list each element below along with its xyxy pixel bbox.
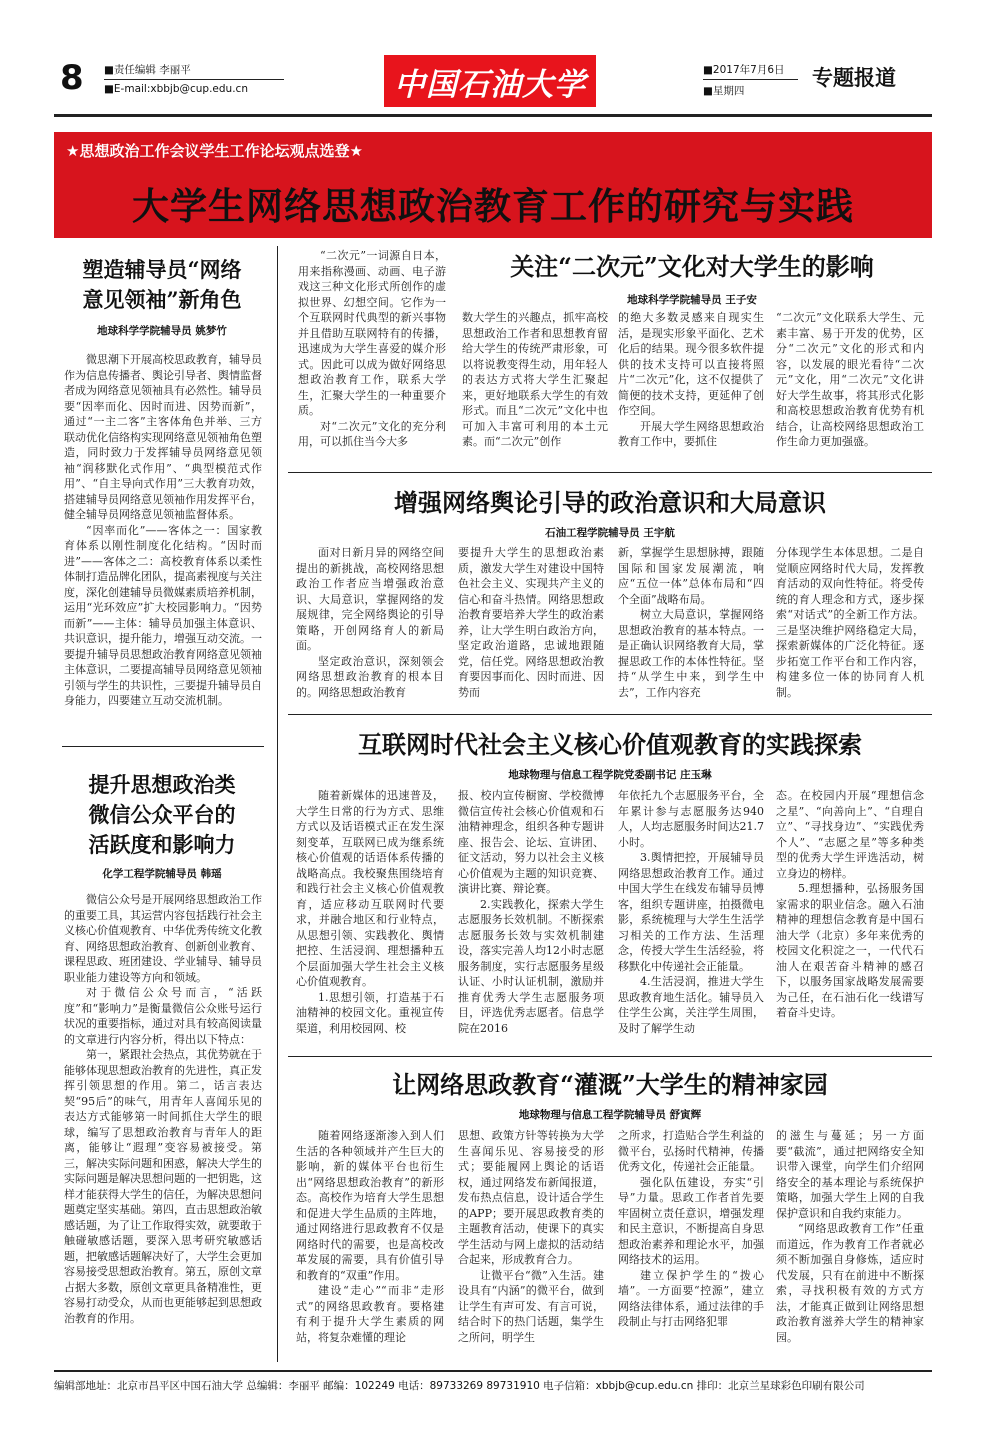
section-title: 专题报道 [812, 66, 896, 90]
article-body [618, 310, 764, 460]
paragraph: 微信公众号是开展网络思想政治工作的重要工具，其运营内容包括践行社会主义核心价值观教育、中华优秀传统文化教育、网络思想政治教育、创新创业教育、课程思政、班团建设、学业辅导、辅导员职业能力建设等方向和领域。 [64, 893, 262, 984]
paragraph: “网络思政教育工作”任重而道远，作为教育工作者就必须不断加强自身修炼，适应时代发展，只有在前进中不断探索，寻找积极有效的方式方法，才能真正做到让网络思想政治教育滋养大学生的精神家园。 [776, 1222, 924, 1344]
header-bottom-rule [54, 114, 932, 117]
article-body [458, 788, 604, 1048]
article-body [298, 248, 446, 466]
paragraph: 新，掌握学生思想脉搏，跟随国际和国家发展潮流，响应“五位一体”总体布局和“四个全面”战略布局。 [618, 546, 764, 606]
article-title: 互联网时代社会主义核心价值观教育的实践探索 [358, 730, 862, 759]
article-byline: 地球物理与信息工程学院辅导员 舒寅辉 [518, 1109, 702, 1121]
banner-kicker: ★思想政治工作会议学生工作论坛观点选登★ [66, 142, 363, 160]
article-title [62, 770, 262, 860]
article-body [462, 310, 608, 460]
paragraph: 2.实践教化，探索大学生志愿服务长效机制。不断探索志愿服务长效与实效机制建设，落实完善人均12小时志愿服务制度，实行志愿服务星级认证、小时认证机制，激励并推育优秀大学生志愿服务项目，评选优秀志愿者。信息学院在2016 [458, 897, 604, 1035]
date-line: ■2017年7月6日 [703, 64, 785, 76]
header-rule-left [104, 79, 284, 80]
paragraph: 强化队伍建设，夯实“引导”力量。思政工作者首先要牢固树立责任意识，增强发理和民主意识，不断提高自身思想政治素养和理论水平，加强网络技术的运用。 [618, 1175, 764, 1266]
paragraph: “因率而化”——客体之一：国家教育体系以刚性制度化化结构。“因时而进”——客体之二：高校教育体系以柔性体制打造品牌化团队，提高素视度与关注度，深化创建辅导员微媒素质培养机制，运用“光环效应”扩大校园影响力。“因势而新”——主体：辅导员加强主体意识、共识意识，提升能力，增强互动交流。一要提升辅导员思想政治教育网络意见领袖主体意识，二要提高辅导员网络意见领袖引领与学生的共识性，三要提升辅导员自身能力，四要建立互动交流机制。 [64, 523, 262, 707]
paragraph: 1.思想引领，打造基于石油精神的校园文化。重视宣传渠道，利用校园网、校 [296, 990, 444, 1035]
article-body [296, 1128, 444, 1358]
article-body [776, 310, 924, 460]
column-divider [277, 246, 278, 1362]
paragraph: 报、校内宣传橱窗、学校微博微信宣传社会核心价值观和石油精神理念，组织各种专题讲座、报告会、论坛、宣讲团、征文活动，努力以社会主义核心价值观为主题的知识竞赛、演讲比赛、辩论赛。 [458, 789, 604, 895]
paragraph: 随着网络逐渐渗入到人们生活的各种领域并产生巨大的影响，新的媒体平台也衍生出“网络思想政治教育”的新形态。高校作为培育大学生思想和促进大学生品质的主阵地，通过网络进行思政教育不仅是网络时代的需要，也是高校改革发展的需要，具有价值引导和教育的“双重”作用。 [296, 1129, 444, 1282]
article-byline: 地球物理与信息工程学院党委副书记 庄玉琳 [508, 769, 712, 781]
article-body [458, 1128, 604, 1358]
article-title: 增强网络舆论引导的政治意识和大局意识 [394, 488, 826, 517]
editor-line: ■责任编辑 李丽平 [104, 64, 191, 76]
masthead-text: 中国石油大学 [394, 66, 586, 103]
paragraph: 对“二次元”文化的充分利用，可以抓住当今大多 [298, 419, 446, 448]
article-body [618, 788, 764, 1048]
paragraph: 的绝大多数灵感来自现实生活，是现实形象平面化、艺术化后的结果。现今很多软件提供的技术支持可以直接将照片“二次元”化，这不仅提供了简便的技术支持，更延伸了创作空间。 [618, 311, 764, 417]
paragraph: 对于微信公众号而言，“活跃度”和“影响力”是衡量微信公众账号运行状况的重要指标，通过对具有较高阅读量的文章进行内容分析，得出以下特点： [64, 986, 262, 1046]
paragraph: 思想、政策方针等转换为大学生喜闻乐见、容易接受的形式；要能履网上舆论的话语权，通过网络发布新闻报道，发布热点信息，设计适合学生的APP；要开展思政教育类的主题教育活动，使课下的真实学生活动与网上虚拟的活动结合起来，形成教育合力。 [458, 1129, 604, 1266]
footer-rule [54, 1370, 932, 1372]
article-body [296, 788, 444, 1048]
paragraph: 第一，紧跟社会热点，其优势就在于能够体现思想政治教育的先进性，真正发挥引领思想的作用。第二，话言表达契“95后”的味气，用青年人喜闻乐见的表达方式能够第一时间抓住大学生的眼球，编写了思想政治教育与青年人的距离，能够让“遐理”变容易被接受。第三，解决实际问题和困惑，解决大学生的实际问题是解决思想问题的一把钥匙，这样才能获得大学生的信任，为解决思想问题奠定坚实基础。第四，直击思想政治敏感话题，为了让工作取得实效，就要敢于触碰敏感话题，要深入思考研究敏感话题，把敏感话题解决好了，大学生会更加容易接受思想政治教育。第五，原创文章占据大多数，原创文章更具备精准性，更容易打动受众，从而也更能够起到思想政治教育的作用。 [64, 1048, 262, 1325]
article-title: 让网络思政教育“灌溉”大学生的精神家园 [392, 1070, 828, 1099]
article-title: 关注“二次元”文化对大学生的影响 [510, 252, 874, 281]
paragraph: 让微平台“微”入生活。建设具有“内涵”的微平台，做到让学生有声可发、有言可说，结合时下的热门话题，集学生之所问，明学生 [458, 1268, 604, 1344]
footer-info: 编辑部地址：北京市昌平区中国石油大学 总编辑：李丽平 邮编：102249 电话：89733269 89731910 电子信箱：xbbjb@cup.edu.cn 排印：北京兰星球彩色印刷有限公司 [54, 1380, 865, 1392]
page-number: 8 [60, 58, 84, 98]
article-body [618, 545, 764, 705]
paragraph: 3.舆情把控，开展辅导员网络思想政治教育工作。通过中国大学生在线发布辅导员博客，组织专题讲座，拍摄微电影，系统梳理与大学生生活学习相关的工作方法、生活理念，传授大学生生活经验，将移默化中传递社会正能量。 [618, 851, 764, 973]
article-body [64, 352, 262, 734]
paragraph: 坚定政治意识，深刻领会网络思想政治教育的根本目的。网络思想政治教育 [296, 654, 444, 699]
paragraph: 5.理想播种，弘扬服务国家需求的职业信念。融入石油精神的理想信念教育是中国石油大学（北京）多年来优秀的校园文化积淀之一，一代代石油人在艰苦奋斗精神的感召下，以服务国家战略发展需要为己任，在石油石化一线谱写着奋斗史诗。 [776, 882, 924, 1019]
article-body [296, 545, 444, 705]
divider [288, 1056, 932, 1057]
article-body [618, 1128, 764, 1358]
article-byline: 石油工程学院辅导员 王宇航 [545, 527, 675, 539]
paragraph: 树立大局意识，掌握网络思想政治教育的基本特点。一是正确认识网络教育大局，掌握思政工作的本体性特征。坚持“从学生中来，到学生中去”，工作内容充 [618, 608, 764, 699]
paragraph: 面对日新月异的网络空间提出的新挑战，高校网络思想政治工作者应当增强政治意识、大局意识，掌握网络的发展规律，完全网络舆论的引导策略，开创网络育人的新局面。 [296, 546, 444, 652]
paragraph: 建设“走心”“而非“走形式”的网络思政教育。要格建有利于提升大学生素质的网站，将复杂难懂的理论 [296, 1284, 444, 1344]
divider [288, 472, 932, 473]
article-byline: 地球科学学院辅导员 姚梦竹 [97, 325, 227, 337]
article-body [64, 892, 262, 1358]
article-byline: 地球科学学院辅导员 王子安 [627, 294, 757, 306]
paragraph: 4.生活浸润，推进大学生思政教育地生活化。辅导员入住学生公寓，关注学生周围，及时了解学生动 [618, 975, 764, 1035]
article-body [458, 545, 604, 705]
paragraph: 态。在校园内开展“理想信念之星”、“向善向上”、“自理自立”、“寻找身边”、“实践优秀个人”、“志愿之星”等多种类型的优秀大学生评选活动，树立身边的榜样。 [776, 789, 924, 880]
divider [288, 714, 932, 715]
title-line: 意见领袖”新角色 [82, 287, 242, 312]
paragraph: 之所求，打造贴合学生利益的微平台，弘扬时代精神，传播优秀文化，传递社会正能量。 [618, 1129, 764, 1173]
title-line: 塑造辅导员“网络 [82, 257, 242, 282]
banner [54, 132, 932, 238]
article-title [62, 255, 262, 315]
paragraph: 年依托九个志愿服务平台，全年累计参与志愿服务达940人，人均志愿服务时间达21.7小时。 [618, 789, 764, 849]
paragraph: “二次元”文化联系大学生、元素丰富、易于开发的优势，区分“二次元”文化的形式和内容，以发展的眼光看待“二次元”文化，用“二次元”文化讲好大学生故事，将其形式化影和高校思想政治教育优势有机结合，让高校网络思想政治工作生命力更加强盛。 [776, 311, 924, 448]
paragraph: 微思潮下开展高校思政教育，辅导员作为信息传播者、舆论引导者、舆情监督者成为网络意见领袖具有必然性。辅导员要“因率而化、因时而进、因势而新”，通过“一主二客”主客体角色并举、三方联动优化信络构实现网络意见领袖角色塑造，同时致力于发挥辅导员网络意见领袖“润移默化式作用”、“典型模范式作用”、“自主导向式作用”三大教育功效，搭建辅导员网络意见领袖作用发挥平台，健全辅导员网络意见领袖监督体系。 [64, 353, 262, 521]
article-body [776, 545, 924, 705]
paragraph: 建立保护学生的“拨心墙”。一方面要“控源”，建立网络法律体系，通过法律的手段制止与打击网络犯罪 [618, 1268, 764, 1328]
banner-title: 大学生网络思想政治教育工作的研究与实践 [132, 185, 854, 228]
paragraph: 要提升大学生的思想政治素质，激发大学生对建设中国特色社会主义、实现共产主义的信心和奋斗热情。网络思想政治教育要培养大学生的政治素养，让大学生明白政治方向，坚定政治道路，忠诚地跟随党，信任党。网络思想政治教育要因事而化、因时而进、因势而 [458, 546, 604, 699]
paragraph: “二次元”一词源自日本，用来指称漫画、动画、电子游戏这三种文化形式所创作的虚拟世界、幻想空间。它作为一个互联网时代典型的新兴事物并且借助互联网特有的传播，迅速成为大学生喜爱的媒介形式。因此可以成为做好网络思想政治教育工作，联系大学生，汇聚大学生的一种重要介质。 [298, 249, 446, 417]
title-line: 提升思想政治类 [88, 772, 236, 797]
paragraph: 随着新媒体的迅速普及，大学生日常的行为方式、思维方式以及话语模式正在发生深刻变革，互联网已成为继系统核心价值观的话语体系传播的战略高点。我校聚焦围绕培育和践行社会主义核心价值观教育，适应移动互联网时代要求，并融合地区和行业特点，从思想引领、实践教化、舆情把控、生活浸润、理想播种五个层面加强大学生社会主义核心价值观教育。 [296, 789, 444, 988]
article-body [776, 788, 924, 1048]
header-rule-right [703, 79, 798, 80]
email-line: ■E-mail:xbbjb@cup.edu.cn [104, 83, 248, 95]
paragraph: 分体现学生本体思想。二是自觉顺应网络时代大局，发挥教育活动的双向性特征。将受传统的育人理念和方式，逐步探索“对话式”的全新工作方法。三是坚决维护网络稳定大局，探索新媒体的广泛化特征。逐步拓宽工作平台和工作内容，构建多位一体的协同育人机制。 [776, 546, 924, 699]
title-line: 活跃度和影响力 [88, 832, 236, 857]
title-line: 微信公众平台的 [88, 802, 236, 827]
article-body [776, 1128, 924, 1358]
masthead [384, 55, 596, 107]
divider [62, 746, 264, 747]
paragraph: 数大学生的兴趣点，抓牢高校思想政治工作者和思想教育留给大学生的传统严肃形象，可以将说教变得生动，用年轻人的表达方式将大学生汇聚起来，更好地联系大学生的有效形式。而且“二次元”文化中也可加入丰富可利用的本土元素。而“二次元”创作 [462, 311, 608, 448]
weekday-line: ■星期四 [703, 85, 745, 97]
paragraph: 开展大学生网络思想政治教育工作中，要抓住 [618, 419, 764, 448]
article-byline: 化学工程学院辅导员 韩瑶 [102, 868, 222, 880]
paragraph: 的滋生与蔓延；另一方面要“截流”，通过把网络安全知识带入课堂，向学生们介绍网络安全的基本理论与系统保护策略，加强大学生上网的自我保护意识和自我约束能力。 [776, 1129, 924, 1220]
